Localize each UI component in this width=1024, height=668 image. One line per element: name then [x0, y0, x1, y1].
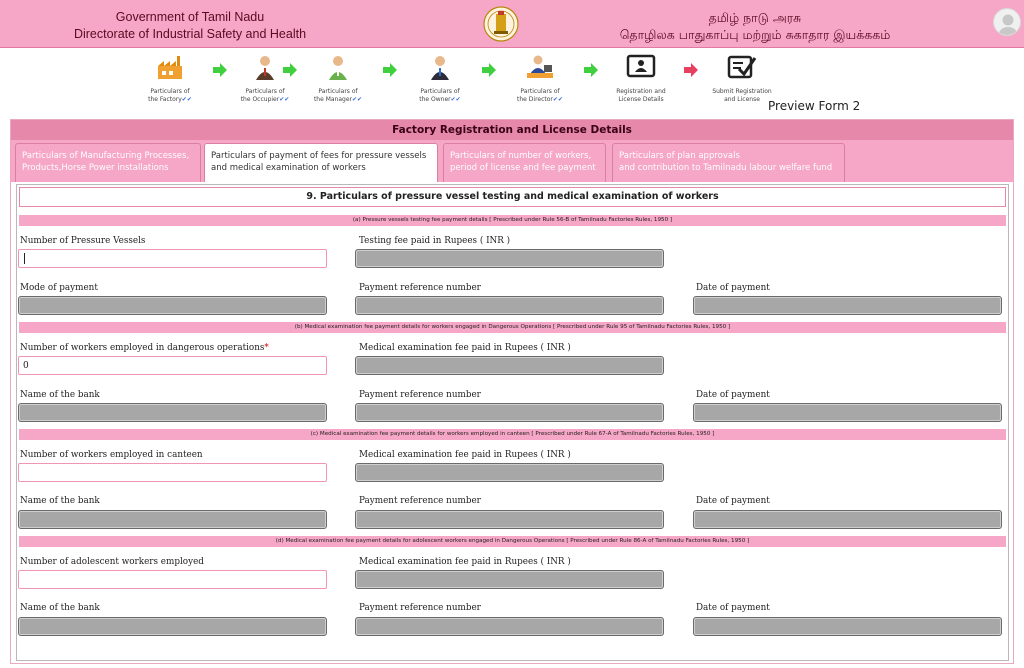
- testing-fee-field: [355, 249, 664, 268]
- step-factory[interactable]: [130, 50, 210, 104]
- dangerous-workers-count-label: [20, 343, 269, 353]
- header-left: [60, 9, 320, 43]
- medical-fee-field-d: [355, 570, 664, 589]
- directorate-name-ta: தொழிலக பாதுகாப்பு மற்றும் சுகாதார இயக்ககம்: [619, 27, 891, 42]
- step-label-line1: Particulars of: [520, 88, 560, 95]
- pressure-vessels-count-label: Number of Pressure Vessels: [20, 236, 146, 246]
- mode-of-payment-label: Mode of payment: [20, 283, 98, 293]
- canteen-workers-count-input[interactable]: [18, 463, 327, 482]
- step-label-line2: the Occupier: [240, 96, 280, 103]
- payment-date-field-b: [693, 403, 1002, 422]
- bank-name-field-b: [18, 403, 327, 422]
- owner-person-icon: [425, 52, 455, 82]
- medical-fee-field-c: [355, 463, 664, 482]
- step-complete-tick: ✔✔: [279, 96, 290, 103]
- pressure-vessels-count-input[interactable]: [18, 249, 327, 268]
- tab-label-line2: and medical examination of workers: [211, 163, 366, 173]
- section-title: 9. Particulars of pressure vessel testing and medical examination of workers: [19, 187, 1006, 207]
- step-label-line2: the Director: [517, 96, 553, 103]
- occupier-person-icon: [250, 52, 280, 82]
- preview-form-link[interactable]: Preview Form 2: [768, 99, 861, 113]
- arrow-right-icon: [382, 62, 398, 78]
- medical-fee-label-c: Medical examination fee paid in Rupees ( INR ): [359, 450, 571, 460]
- medical-fee-label-b: Medical examination fee paid in Rupees ( INR ): [359, 343, 571, 353]
- registration-steps: [0, 50, 1024, 116]
- required-asterisk: *: [264, 343, 269, 353]
- subsection-d-header: (d) Medical examination fee payment details for adolescent workers engaged in Dangerous Operations [ Prescribed under Rule 86-A of Tamilnadu Factories Rules, 1950 ]: [19, 536, 1006, 547]
- site-header: [0, 0, 1024, 48]
- medical-fee-field-b: [355, 356, 664, 375]
- step-complete-tick: ✔✔: [552, 96, 563, 103]
- payment-ref-field-d: [355, 617, 664, 636]
- header-right: [590, 9, 920, 43]
- mode-of-payment-field: [18, 296, 327, 315]
- payment-date-label-d: Date of payment: [696, 603, 770, 613]
- tab-plan-approvals-welfare-fund[interactable]: [612, 143, 845, 182]
- arrow-right-icon: [583, 62, 599, 78]
- govt-name-ta: தமிழ் நாடு அரசு: [708, 10, 802, 25]
- arrow-right-icon: [282, 62, 298, 78]
- step-complete-tick: ✔✔: [352, 96, 363, 103]
- step-label-line1: Particulars of: [420, 88, 460, 95]
- payment-ref-label-b: Payment reference number: [359, 390, 481, 400]
- govt-name-en: Government of Tamil Nadu: [115, 10, 265, 24]
- tab-bar: [11, 140, 1013, 182]
- bank-name-field-d: [18, 617, 327, 636]
- step-director[interactable]: [500, 50, 580, 104]
- subsection-b-header: (b) Medical examination fee payment details for workers engaged in Dangerous Operations [ Prescribed under Rule 95 of Tamilnadu Factories Rules, 1950 ]: [19, 322, 1006, 333]
- tab-label-line1: Particulars of payment of fees for pressure vessels: [211, 151, 427, 161]
- payment-ref-label-c: Payment reference number: [359, 496, 481, 506]
- tab-pressure-vessel-medical-fees[interactable]: [204, 143, 438, 182]
- payment-date-label-b: Date of payment: [696, 390, 770, 400]
- step-owner[interactable]: [400, 50, 480, 104]
- panel-title: Factory Registration and License Details: [11, 120, 1013, 140]
- payment-ref-field-a: [355, 296, 664, 315]
- step-label-line2: and License: [724, 96, 760, 103]
- step-complete-tick: ✔✔: [450, 96, 461, 103]
- payment-date-field-c: [693, 510, 1002, 529]
- manager-person-icon: [323, 52, 353, 82]
- payment-date-field-d: [693, 617, 1002, 636]
- step-label-line1: Particulars of: [318, 88, 358, 95]
- bank-name-label-b: Name of the bank: [20, 390, 100, 400]
- user-avatar-icon[interactable]: [993, 8, 1021, 36]
- registration-panel: [10, 119, 1014, 664]
- arrow-right-current-icon: [683, 62, 699, 78]
- payment-date-field-a: [693, 296, 1002, 315]
- step-registration-license[interactable]: [601, 50, 681, 104]
- payment-ref-field-c: [355, 510, 664, 529]
- bank-name-label-c: Name of the bank: [20, 496, 100, 506]
- tab-manufacturing-processes[interactable]: [15, 143, 201, 182]
- state-emblem-icon: [483, 5, 519, 43]
- director-desk-icon: [525, 52, 555, 82]
- bank-name-field-c: [18, 510, 327, 529]
- submit-check-icon: [727, 52, 757, 82]
- tab-label-line2: and contribution to Tamilnadu labour welfare fund: [619, 163, 833, 173]
- step-label-line1: Particulars of: [150, 88, 190, 95]
- step-label-line1: Registration and: [616, 88, 666, 95]
- step-label-line1: Submit Registration: [712, 88, 772, 95]
- payment-ref-label-a: Payment reference number: [359, 283, 481, 293]
- tab-label-line1: Particulars of number of workers,: [450, 151, 592, 161]
- testing-fee-label: Testing fee paid in Rupees ( INR ): [359, 236, 511, 246]
- tab-label-line2: Products,Horse Power installations: [22, 163, 169, 173]
- id-card-icon: [626, 52, 656, 82]
- medical-fee-label-d: Medical examination fee paid in Rupees ( INR ): [359, 557, 571, 567]
- canteen-workers-count-label: Number of workers employed in canteen: [20, 450, 203, 460]
- step-label-line2: License Details: [618, 96, 664, 103]
- adolescent-workers-count-input[interactable]: [18, 570, 327, 589]
- directorate-name-en: Directorate of Industrial Safety and Health: [73, 27, 307, 41]
- step-label-line2: the Factory: [148, 96, 182, 103]
- tab-label-line2: period of license and fee payment: [450, 163, 596, 173]
- factory-icon: [155, 52, 185, 82]
- step-submit[interactable]: [702, 50, 782, 104]
- bank-name-label-d: Name of the bank: [20, 603, 100, 613]
- step-label-line2: the Owner: [419, 96, 451, 103]
- tab-content: [16, 184, 1009, 661]
- dangerous-workers-label-text: Number of workers employed in dangerous operations: [20, 343, 265, 353]
- step-manager[interactable]: [298, 50, 378, 104]
- tab-label-line1: Particulars of Manufacturing Processes,: [22, 151, 190, 161]
- subsection-c-header: (c) Medical examination fee payment details for workers employed in canteen [ Prescribed under Rule 67-A of Tamilnadu Factories Rules, 1950 ]: [19, 429, 1006, 440]
- step-label-line2: the Manager: [313, 96, 352, 103]
- adolescent-workers-count-label: Number of adolescent workers employed: [20, 557, 204, 567]
- tab-label-line1: Particulars of plan approvals: [619, 151, 740, 161]
- subsection-a-header: (a) Pressure vessels testing fee payment details [ Prescribed under Rule 56-B of Tamilnadu Factories Rules, 1950 ]: [19, 215, 1006, 226]
- step-complete-tick: ✔✔: [181, 96, 192, 103]
- dangerous-workers-count-input[interactable]: 0: [18, 356, 327, 375]
- payment-ref-field-b: [355, 403, 664, 422]
- arrow-right-icon: [481, 62, 497, 78]
- payment-ref-label-d: Payment reference number: [359, 603, 481, 613]
- tab-workers-license-period[interactable]: [443, 143, 606, 182]
- payment-date-label-c: Date of payment: [696, 496, 770, 506]
- step-label-line1: Particulars of: [245, 88, 285, 95]
- payment-date-label-a: Date of payment: [696, 283, 770, 293]
